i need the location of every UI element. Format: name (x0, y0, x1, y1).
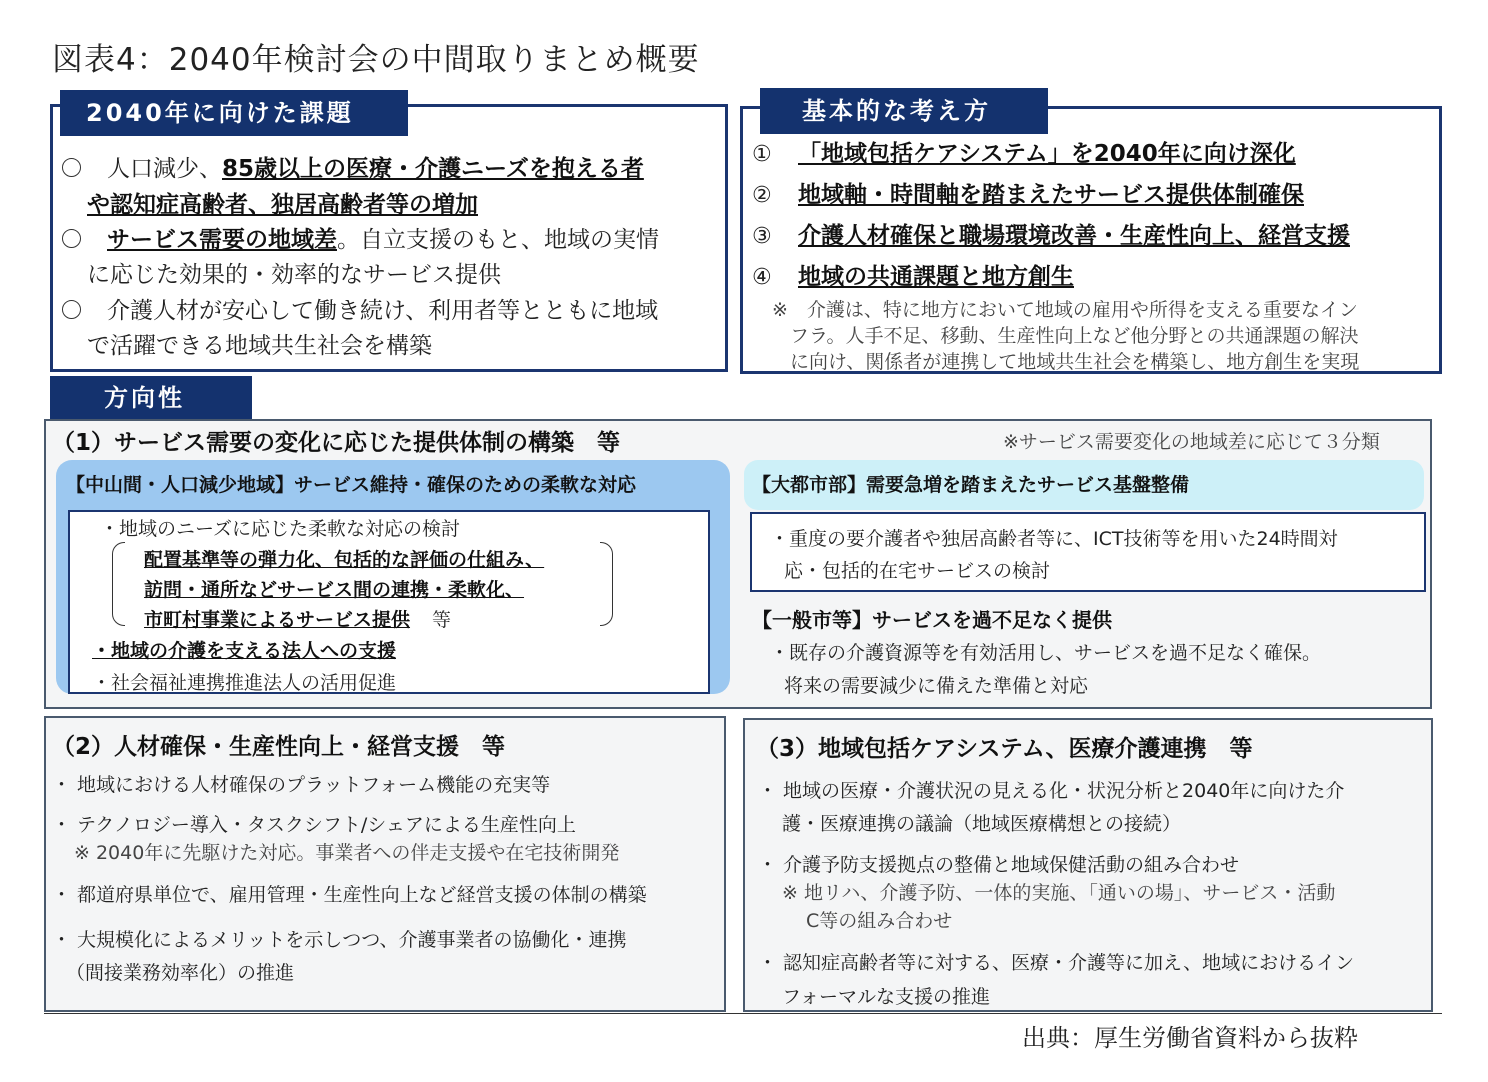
source-text: 出典：厚生労働省資料から抜粋 (1022, 1024, 1358, 1052)
s3-line-2: 護・医療連携の議論（地域医療構想との接続） (782, 813, 1182, 835)
challenges-header: 2040年に向けた課題 (60, 90, 408, 136)
rural-bullet-1: ・地域の介護を支える法人への支援 (92, 640, 397, 662)
basic-note-1: ※ 介護は、特に地方において地域の雇用や所得を支える重要なイン (772, 299, 1358, 321)
basic-item-4: ④ 地域の共通課題と地方創生 (752, 264, 1074, 290)
s3-line-6: ・ 認知症高齢者等に対する、医療・介護等に加え、地域におけるイン (758, 952, 1355, 974)
rural-bullet-2: ・社会福祉連携推進法人の活用促進 (92, 672, 397, 694)
s2-line-4: ・ 都道府県単位で、雇用管理・生産性向上など経営支援の体制の構築 (52, 884, 647, 906)
bottom-divider (44, 1013, 1442, 1014)
left-bracket-icon (112, 542, 125, 626)
section-3-title: （3）地域包括ケアシステム、医療介護連携 等 (756, 736, 1253, 762)
s3-line-5: C等の組み合わせ (806, 910, 953, 932)
circle-bullet-icon (62, 158, 81, 177)
basic-item-2: ② 地域軸・時間軸を踏まえたサービス提供体制確保 (752, 182, 1304, 208)
rural-box-line: ・地域のニーズに応じた柔軟な対応の検討 (100, 518, 461, 540)
general-line-2: 将来の需要減少に備えた準備と対応 (784, 675, 1089, 697)
s3-line-3: ・ 介護予防支援拠点の整備と地域保健活動の組み合わせ (758, 854, 1240, 876)
circle-bullet-icon (62, 300, 81, 319)
basic-note-3: に向け、関係者が連携して地域共生社会を構築し、地方創生を実現 (790, 351, 1360, 373)
rural-item-1: 配置基準等の弾力化、包括的な評価の仕組み、 (144, 549, 545, 571)
general-line-1: ・既存の介護資源等を有効活用し、サービスを過不足なく確保。 (770, 642, 1322, 664)
s2-line-6: （間接業務効率化）の推進 (66, 962, 295, 984)
s3-line-7: フォーマルな支援の推進 (782, 986, 991, 1008)
section-1-note: ※サービス需要変化の地域差に応じて３分類 (1003, 431, 1380, 453)
page-title: 図表4：2040年検討会の中間取りまとめ概要 (52, 42, 700, 78)
challenge-line-1: 人口減少、85歳以上の医療・介護ニーズを抱える者 (62, 150, 644, 183)
basic-item-1: ① 「地域包括ケアシステム」を2040年に向け深化 (752, 141, 1296, 167)
basic-note-2: フラ。人手不足、移動、生産性向上など他分野との共通課題の解決 (790, 325, 1359, 347)
urban-title: 【大都市部】需要急増を踏まえたサービス基盤整備 (752, 474, 1190, 496)
rural-item-2: 訪問・通所などサービス間の連携・柔軟化、 (144, 579, 525, 601)
circle-bullet-icon (62, 229, 81, 248)
basic-header: 基本的な考え方 (760, 88, 1048, 134)
challenge-line-4: に応じた効果的・効率的なサービス提供 (87, 262, 501, 288)
s2-line-3: ※ 2040年に先駆けた対応。事業者への伴走支援や在宅技術開発 (74, 842, 620, 864)
s2-line-5: ・ 大規模化によるメリットを示しつつ、介護事業者の協働化・連携 (52, 929, 627, 951)
rural-title: 【中山間・人口減少地域】サービス維持・確保のための柔軟な対応 (66, 474, 637, 496)
s2-line-1: ・ 地域における人材確保のプラットフォーム機能の充実等 (52, 774, 551, 796)
challenge-line-6: で活躍できる地域共生社会を構築 (87, 333, 432, 359)
basic-item-3: ③ 介護人材確保と職場環境改善・生産性向上、経営支援 (752, 223, 1350, 249)
general-title: 【一般市等】サービスを過不足なく提供 (752, 608, 1112, 632)
s3-line-4: ※ 地リハ、介護予防、一体的実施、「通いの場」、サービス・活動 (782, 882, 1336, 904)
section-1-title: （1）サービス需要の変化に応じた提供体制の構築 等 (52, 430, 621, 456)
right-bracket-icon (600, 542, 613, 626)
urban-line-1: ・重度の要介護者や独居高齢者等に、ICT技術等を用いた24時間対 (770, 528, 1338, 550)
direction-header: 方向性 (50, 376, 252, 420)
challenge-line-3: サービス需要の地域差。自立支援のもと、地域の実情 (62, 221, 659, 254)
challenge-line-5: 介護人材が安心して働き続け、利用者等とともに地域 (62, 292, 658, 325)
rural-item-3: 市町村事業によるサービス提供 等 (144, 609, 452, 631)
section-2-title: （2）人材確保・生産性向上・経営支援 等 (52, 734, 506, 760)
s3-line-1: ・ 地域の医療・介護状況の見える化・状況分析と2040年に向けた介 (758, 780, 1345, 802)
challenge-line-2: や認知症高齢者、独居高齢者等の増加 (87, 192, 478, 218)
s2-line-2: ・ テクノロジー導入・タスクシフト/シェアによる生産性向上 (52, 814, 576, 836)
urban-line-2: 応・包括的在宅サービスの検討 (784, 560, 1051, 582)
